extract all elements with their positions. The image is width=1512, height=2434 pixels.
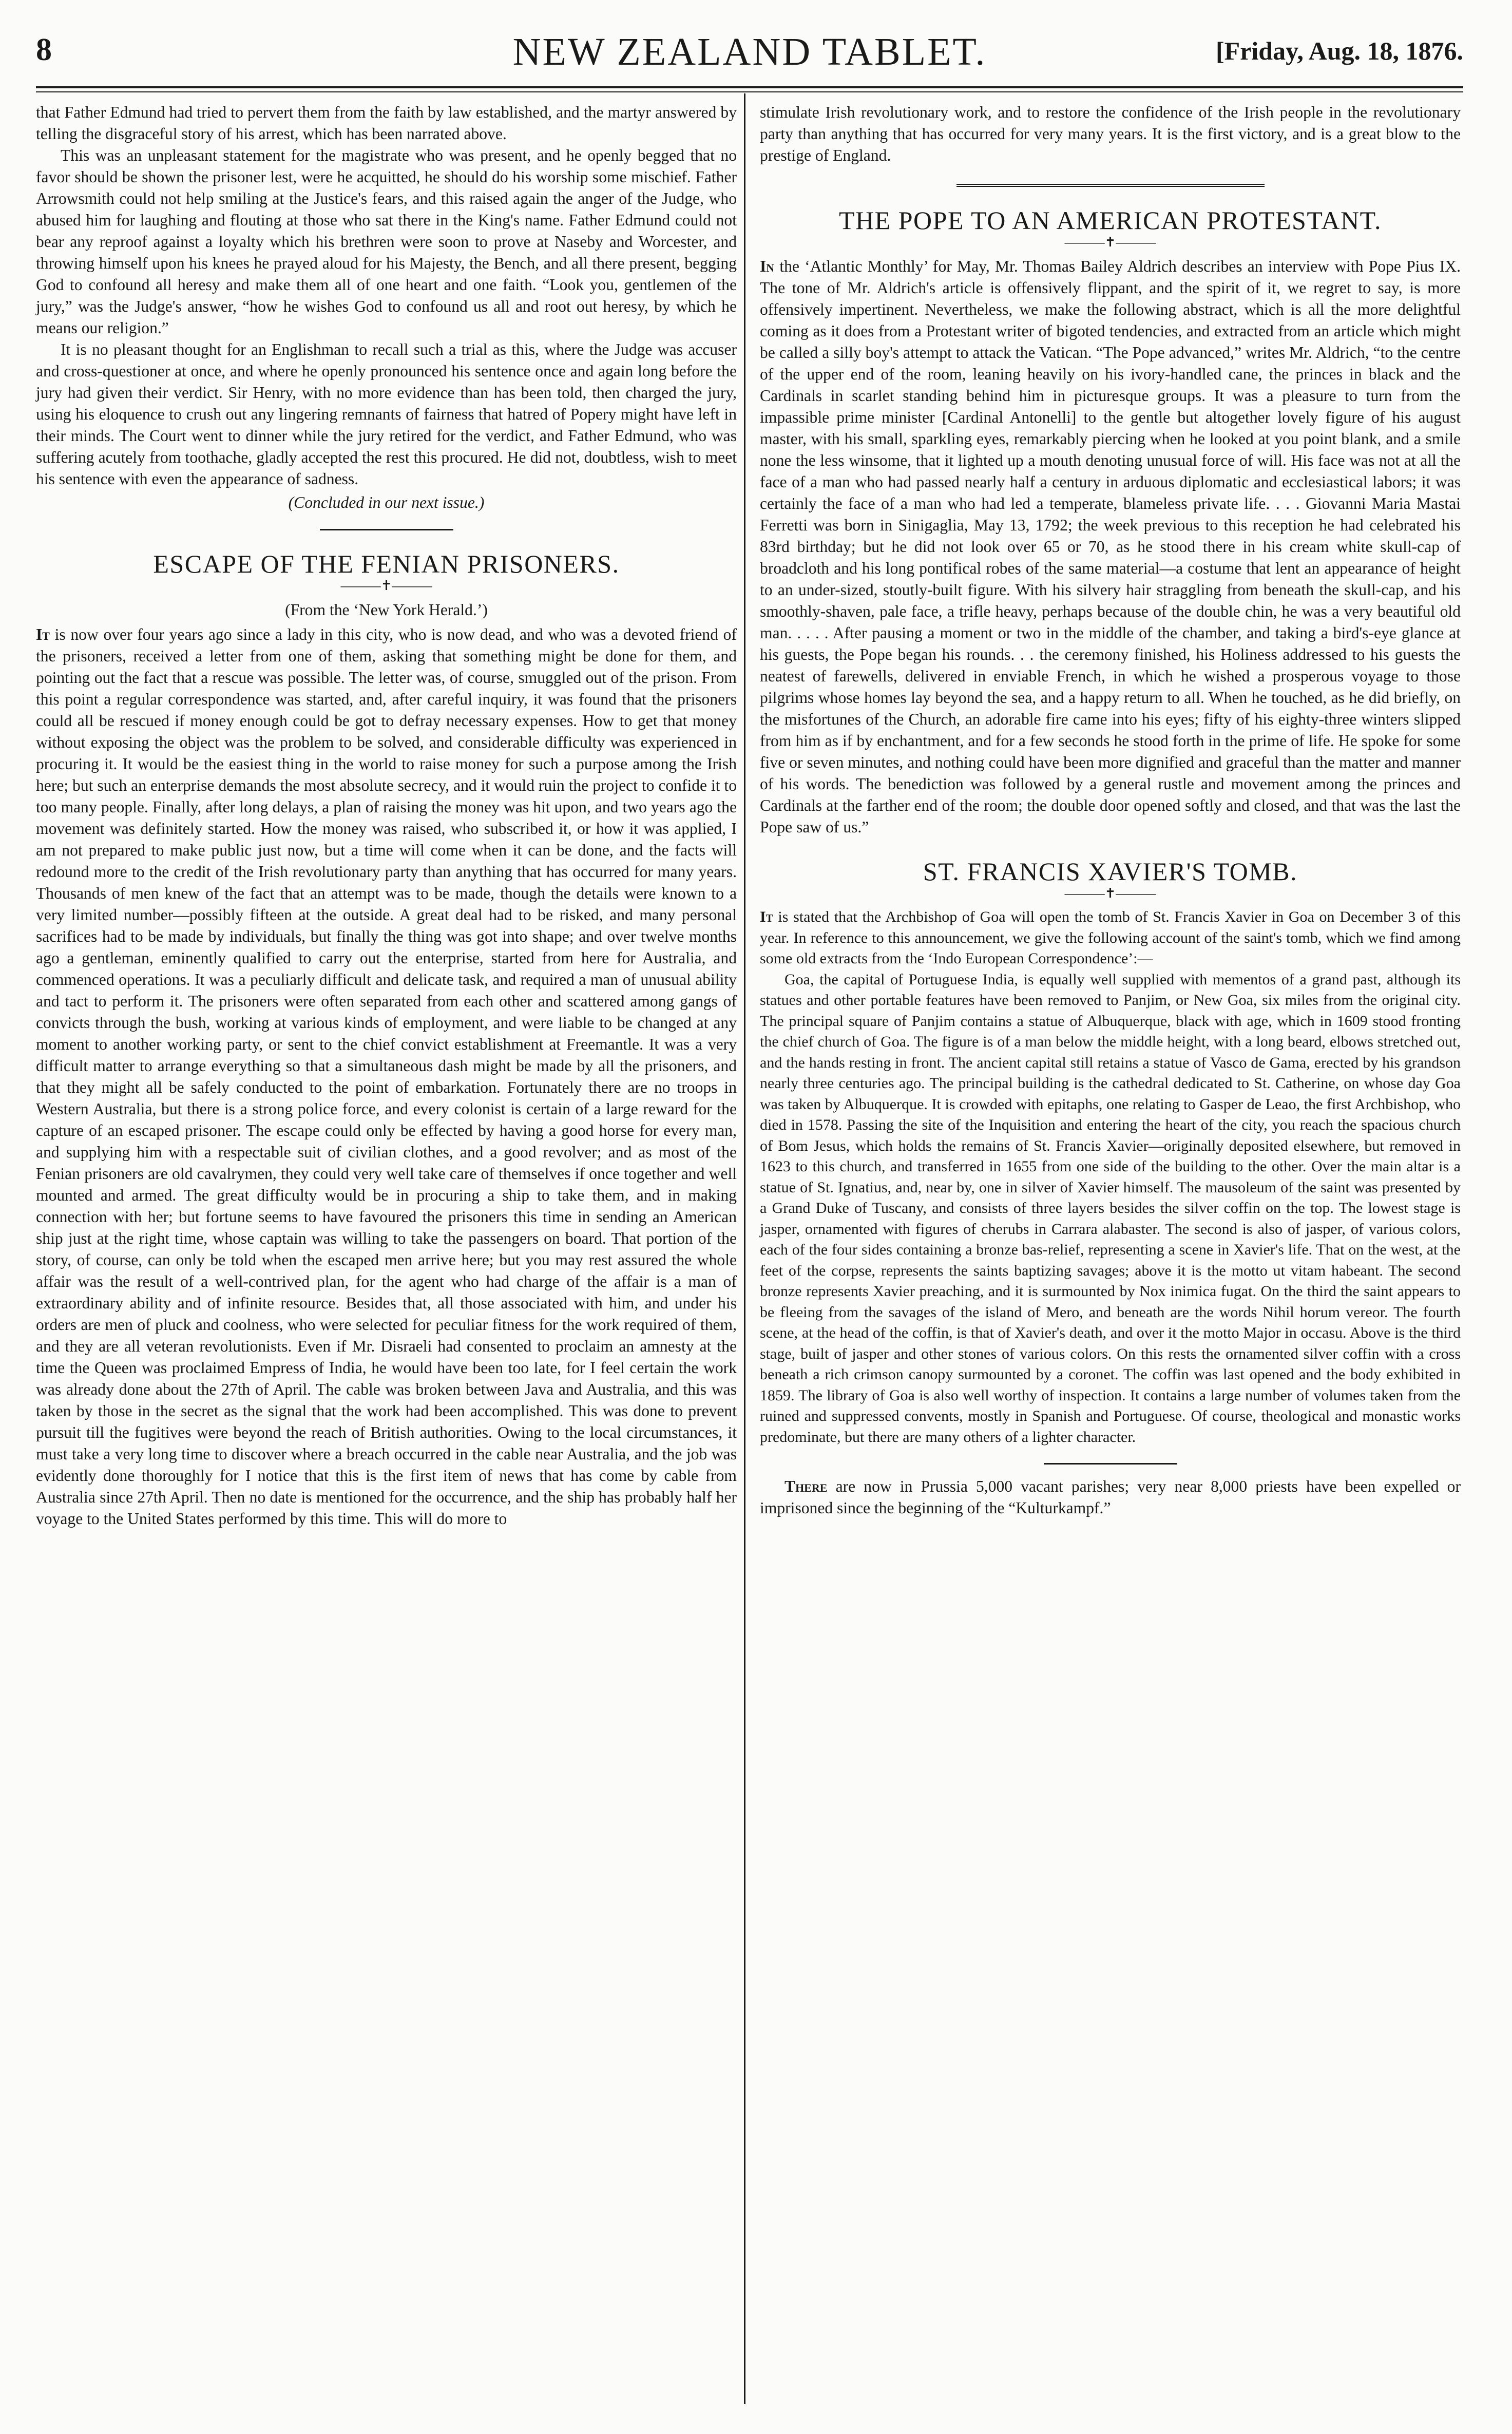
- ornament-rule: ———✝———: [1064, 235, 1156, 250]
- drop-lead: It: [36, 625, 50, 643]
- masthead: [36, 30, 1463, 79]
- masthead-rule: [36, 86, 1463, 88]
- section-separator: [1044, 1463, 1177, 1465]
- issue-date: [Friday, Aug. 18, 1876.: [1216, 36, 1463, 65]
- article-paragraph: that Father Edmund had tried to pervert them from the faith by law established, and the martyr answered by telling the disgraceful story of his arrest, which has been narrated above.: [36, 103, 737, 143]
- newspaper-title: NEW ZEALAND TABLET.: [512, 30, 987, 73]
- page-number: 8: [36, 32, 52, 67]
- section-separator: [320, 529, 453, 530]
- article-body: the ‘Atlantic Monthly’ for May, Mr. Thomas Bailey Aldrich describes an interview with Pope Pius IX. The tone of Mr. Aldrich's article is offensively flippant, and the spirit of it, we regret to say, is more offensively impertinent. Nevertheless, we make the following abstract, which is all the more delightful coming as it does from a Protestant writer of bigoted tendencies, and extracted from an article which might be called a silly boy's attempt to attack the Vatican. “The Pope advanced,” writes Mr. Aldrich, “to the centre of the upper end of the room, leaning heavily on his ivory-handled cane, the princes in black and the Cardinals in scarlet standing behind him in picturesque groups. It was a pleasure to turn from the impassible prime minister [Cardinal Antonelli] to the gentle but altogether lovely figure of his august master, with his small, sparkling eyes, remarkably piercing when he looked at you point blank, and a smile none the less winsome, that it lighted up a mouth denoting unusual force of will. His face was not at all the face of a man who had passed nearly half a century in arduous diplomatic and ecclesiastical labors; it was certainly the face of a man who had led a temperate, blameless private life. . . . Giovanni Maria Mastai Ferretti was born in Sinigaglia, May 13, 1792; the week previous to this reception he had celebrated his 83rd birthday; but he did not look over 65 or 70, as he stood there in his cream white skull-cap of broadcloth and his long pontifical robes of the same material—a costume that lent an appearance of height to an under-sized, stoutly-built figure. With his silvery hair straggling from beneath the skull-cap, and his smoothly-shaven, pale face, a trifle heavy, perhaps because of the double chin, he was a very beautiful old man. . . . . After pausing a moment or two in the middle of the chamber, and taking a bird's-eye glance at his guests, the Pope began his rounds. . . the ceremony finished, his Holiness addressed to his guests the neatest of farewells, delivered in enviable French, in which he wished a prosperous voyage to those pilgrims whose homes lay beyond the sea, and a happy return to all. When he touched, as he did briefly, on the misfortunes of the Church, an adorable fire came into his eyes; fifty of his eighty-three winters slipped from him as if by enchantment, and for a few seconds he stood forth in the prime of life. He spoke for some five or seven minutes, and nothing could have been more dignified and graceful than the matter and manner of his words. The benediction was followed by a general rustle and movement among the princes and Cardinals at the farther end of the room; the double door opened softly and closed, and that was the last the Pope saw of us.”: [760, 257, 1461, 836]
- article-paragraph: [760, 256, 1461, 838]
- masthead-rule-thin: [36, 91, 1463, 92]
- article-heading: ESCAPE OF THE FENIAN PRISONERS.: [153, 549, 620, 578]
- article-source: (From the ‘New York Herald.’): [285, 601, 488, 619]
- drop-lead: It: [760, 908, 773, 925]
- article-paragraph: It is no pleasant thought for an Englishman to recall such a trial as this, where the Judge was accuser and cross-questioner at once, and where he openly pronounced his sentence once and again long before the jury had given their verdict. Sir Henry, with no more evidence than has been told, then charged the jury, using his eloquence to crush out any lingering remnants of fairness that hatred of Popery might have left in their minds. The Court went to dinner while the jury retired for the verdict, and Father Edmund, who was suffering acutely from toothache, gladly accepted the rest this procured. He did not, doubtless, wish to meet his sentence with even the appearance of sadness.: [36, 340, 737, 488]
- ornament-rule: ———✝———: [1064, 886, 1156, 901]
- continuation-note: (Concluded in our next issue.): [288, 493, 485, 511]
- article-body: are now in Prussia 5,000 vacant parishes; very near 8,000 priests have been expelled or imprisoned since the beginning of the “Kulturkampf.”: [760, 1477, 1461, 1517]
- article-paragraph: [760, 1476, 1461, 1519]
- ornament-rule: ———✝———: [340, 578, 432, 593]
- section-separator: [956, 184, 1265, 187]
- left-column: [36, 102, 737, 1530]
- article-paragraph: This was an unpleasant statement for the magistrate who was present, and he openly begged that no favor should be shown the prisoner lest, were he acquitted, he should do his worship some mischief. Father Arrowsmith could not help smiling at the Justice's fears, and this raised again the anger of the Judge, who abused him for laughing and flouting at those who sat there in the King's name. Father Edmund could not bear any reproof against a loyalty which his brethren were soon to prove at Naseby and Worcester, and throwing himself upon his knees he prayed aloud for his Majesty, the Bench, and all there present, begging God to confound all heresy and make them all of one heart and one faith. “Look you, gentlemen of the jury,” was the Judge's answer, “how he wishes God to confound us all and root out heresy, by which he means our religion.”: [36, 146, 737, 337]
- article-body: is now over four years ago since a lady in this city, who is now dead, and who was a devoted friend of the prisoners, received a letter from one of them, asking that something might be done for them, and pointing out the fact that a rescue was possible. The letter was, of course, smuggled out of the prison. From this point a regular correspondence was started, and, after careful inquiry, it was found that the prisoners could all be rescued if money enough could be got to defray necessary expenses. How to get that money without exposing the object was the problem to be solved, and considerable difficulty was experienced in procuring it. It would be the easiest thing in the world to raise money for such a purpose among the Irish here; but such an enterprise demands the most absolute secrecy, and it would ruin the project to confide it to too many people. Finally, after long delays, a plan of raising the money was hit upon, and two years ago the movement was definitely started. How the money was raised, who subscribed it, or how it was applied, I am not prepared to make public just now, but a time will come when it can be done, and the facts will redound more to the credit of the Irish revolutionary party than anything that has occurred for many years. Thousands of men knew of the fact that an attempt was to be made, though the details were known to a very limited number—possibly fifteen at the outside. A great deal had to be risked, and many personal sacrifices had to be made by individuals, but finally the thing was got into shape; and over twelve months ago a gentleman, eminently qualified to carry out the enterprise, started from here for Australia, and commenced operations. It was a peculiarly difficult and delicate task, and required a man of unusual ability and tact to perform it. The prisoners were often separated from each other and scattered among gangs of convicts through the bush, working at various kinds of employment, and were liable to be changed at any moment to another working party, or sent to the chief convict establishment at Freemantle. It was a very difficult matter to arrange everything so that a simultaneous dash might be made by all the prisoners, and that they might all be safely conducted to the point of embarkation. Fortunately there are no troops in Western Australia, but there is a strong police force, and every colonist is certain of a large reward for the capture of an escaped prisoner. The escape could only be effected by having a good horse for every man, and supplying him with a respectable suit of civilian clothes, and a good revolver; and as most of the Fenian prisoners are old cavalrymen, they could very well take care of themselves if once together and well mounted and armed. The great difficulty would be in procuring a ship to take them, and in making connection with her; but fortune seems to have favoured the prisoners this time in sending an American ship just at the right time, whose captain was willing to take the passengers on board. That portion of the story, of course, can only be told when the escaped men arrive here; but you may rest assured the whole affair was the result of a well-contrived plan, for the agent who had charge of the affair is a man of extraordinary ability and of infinite resource. Besides that, all those associated with him, and under his orders are men of pluck and coolness, who were selected for peculiar fitness for the work required of them, and they are all veteran revolutionists. Even if Mr. Disraeli had consented to proclaim an amnesty at the time the Queen was proclaimed Empress of India, he would have been too late, for I feel certain the work was already done about the 27th of April. The cable was broken between Java and Australia, and this was taken by those in the secret as the signal that the work had been accomplished. This was done to prevent pursuit till the fugitives were beyond the reach of British authorities. Owing to the local circumstances, it must take a very long time to discover where a breach occurred in the cable near Australia, and the job was evidently done thoroughly for I notice that this is the first item of news that has come by cable from Australia since 27th April. Then no date is mentioned for the occurrence, and the ship has probably half her voyage to the United States performed by this time. This will do more to: [36, 625, 737, 1528]
- article-heading: THE POPE TO AN AMERICAN PROTESTANT.: [839, 206, 1382, 235]
- article-paragraph: [36, 624, 737, 1530]
- drop-lead: There: [784, 1477, 828, 1495]
- right-column: [760, 102, 1461, 1519]
- article-paragraph: [760, 907, 1461, 969]
- article-intro: is stated that the Archbishop of Goa will open the tomb of St. Francis Xavier in Goa on December 3 of this year. In reference to this announcement, we give the following account of the saint's tomb, which we find among some old extracts from the ‘Indo European Correspondence’:—: [760, 908, 1461, 967]
- article-paragraph: Goa, the capital of Portuguese India, is equally well supplied with mementos of a grand past, although its statues and other portable features have been removed to Panjim, or New Goa, six miles from the original city. The principal square of Panjim contains a statue of Albuquerque, black with age, which in 1609 stood fronting the chief church of Goa. The figure is of a man below the middle height, with a long beard, elbows stretched out, and the hands resting in front. The ancient capital still retains a statue of Vasco de Gama, erected by his grandson nearly three centuries ago. The principal building is the cathedral dedicated to St. Catherine, on whose day Goa was taken by Albuquerque. It is crowded with epitaphs, one relating to Gasper de Leao, the first Archbishop, who died in 1578. Passing the site of the Inquisition and entering the heart of the city, you reach the spacious church of Bom Jesus, which holds the remains of St. Francis Xavier—originally deposited elsewhere, but removed in 1623 to this church, and transferred in 1655 from one side of the building to the other. Over the main altar is a statue of St. Ignatius, and, near by, one in silver of Xavier himself. The mausoleum of the saint was presented by a Grand Duke of Tuscany, and consists of three layers besides the silver coffin on the top. The lowest stage is jasper, ornamented with figures of cherubs in Carrara alabaster. The second is also of jasper, of various colors, each of the four sides containing a bronze bas-relief, representing a scene in Xavier's life. That on the west, at the feet of the corpse, represents the saints baptizing savages; above it is the motto ut vitam habeant. The second bronze represents Xavier preaching, and it is surmounted by Nox inimica fugat. On the third the saint appears to be fleeing from the savages of the island of Mero, and beneath are the words Nihil horum vereor. The fourth scene, at the head of the coffin, is that of Xavier's death, and over it the motto Major in occasu. Above is the third stage, built of jasper and other stones of various colors. On this rests the ornamented silver coffin with a cross beneath a rich crimson canopy surmounted by a coronet. The coffin was last opened and the body exhibited in 1859. The library of Goa is also well worthy of inspection. It contains a large number of volumes taken from the ruined and suppressed convents, mostly in Spanish and Portuguese. Of course, theological and monastic works predominate, but there are many others of a lighter character.: [760, 971, 1461, 1446]
- article-paragraph: stimulate Irish revolutionary work, and to restore the confidence of the Irish people in the revolutionary party than anything that has occurred for very many years. It is the first victory, and is a great blow to the prestige of England.: [760, 103, 1461, 164]
- drop-lead: In: [760, 257, 775, 275]
- column-divider: [744, 93, 745, 2404]
- article-heading: ST. FRANCIS XAVIER'S TOMB.: [923, 857, 1298, 886]
